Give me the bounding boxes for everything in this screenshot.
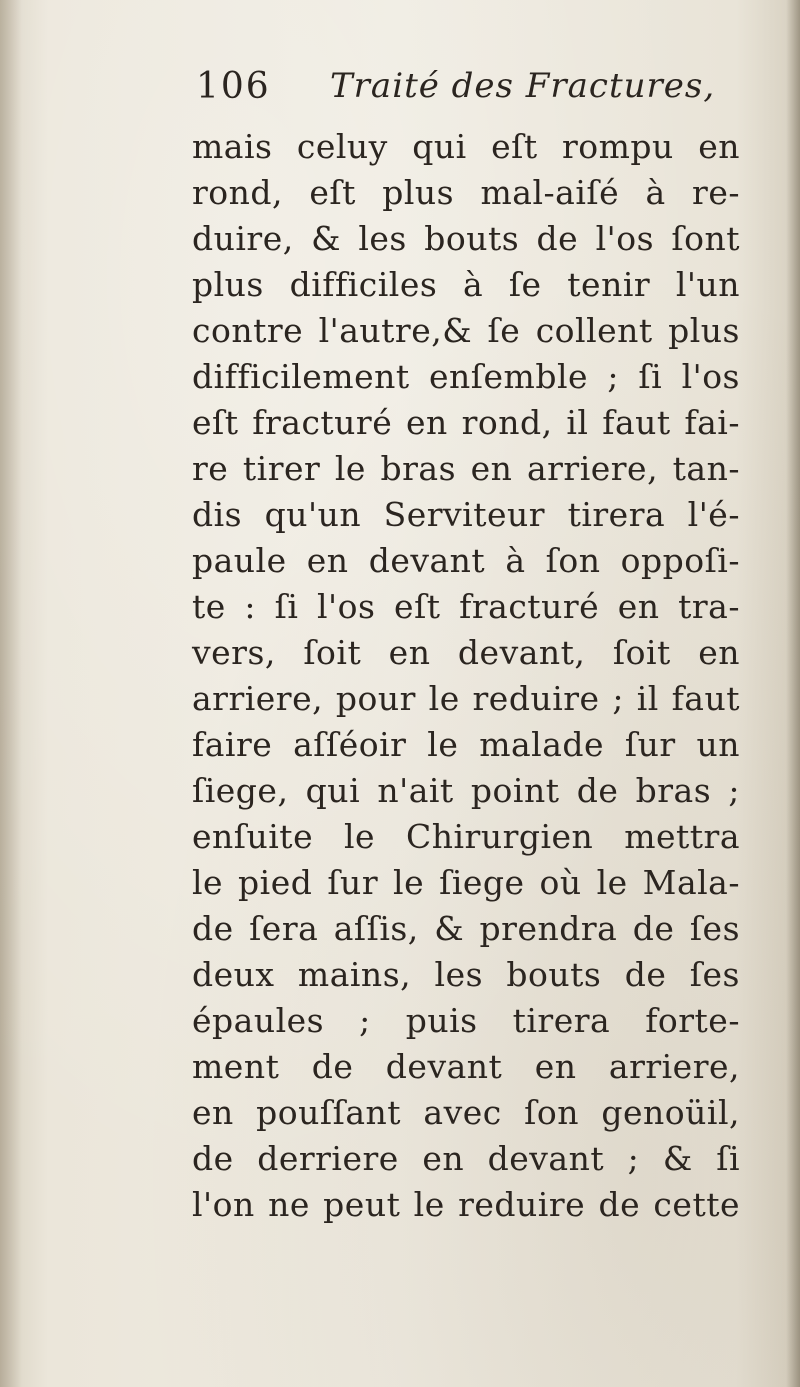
text-line: épaules ; puis tirera forte- (192, 1001, 740, 1040)
text-line: deux mains, les bouts de ſes (192, 955, 740, 994)
text-line: eſt fracturé en rond, il faut fai- (192, 403, 740, 442)
text-line: enſuite le Chirurgien mettra (192, 817, 740, 856)
text-line: duire, & les bouts de l'os ſont (192, 219, 740, 258)
text-line: mais celuy qui eſt rompu en (192, 127, 740, 166)
page-header (196, 66, 716, 118)
text-line: rond, eſt plus mal-aiſé à re- (192, 173, 740, 212)
text-line: de ſera aſſis, & prendra de ſes (192, 909, 740, 948)
text-line: te : ſi l'os eſt fracturé en tra- (192, 587, 740, 626)
body-text (192, 124, 740, 1228)
text-line: difficilement enſemble ; ſi l'os (192, 357, 740, 396)
page-number: 106 (196, 66, 271, 107)
text-line: paule en devant à ſon oppoſi- (192, 541, 740, 580)
text-line: ſiege, qui n'ait point de bras ; (192, 771, 740, 810)
text-line: plus difficiles à ſe tenir l'un (192, 265, 740, 304)
text-line: en pouſſant avec ſon genoüil, (192, 1093, 740, 1132)
text-line: de derriere en devant ; & ſi (192, 1139, 740, 1178)
text-line: re tirer le bras en arriere, tan- (192, 449, 740, 488)
text-line: faire aſſéoir le malade ſur un (192, 725, 740, 764)
text-line: l'on ne peut le reduire de cette (192, 1185, 740, 1224)
text-line: le pied ſur le ſiege où le Mala- (192, 863, 740, 902)
text-line: vers, ſoit en devant, ſoit en (192, 633, 740, 672)
running-title: Traité des Fractures, (330, 66, 716, 106)
text-line: arriere, pour le reduire ; il faut (192, 679, 740, 718)
text-line: ment de devant en arriere, (192, 1047, 740, 1086)
page-left-edge-shadow (0, 0, 22, 1387)
text-line: contre l'autre,& ſe collent plus (192, 311, 740, 350)
text-line: dis qu'un Serviteur tirera l'é- (192, 495, 740, 534)
page-right-edge-shadow (786, 0, 800, 1387)
